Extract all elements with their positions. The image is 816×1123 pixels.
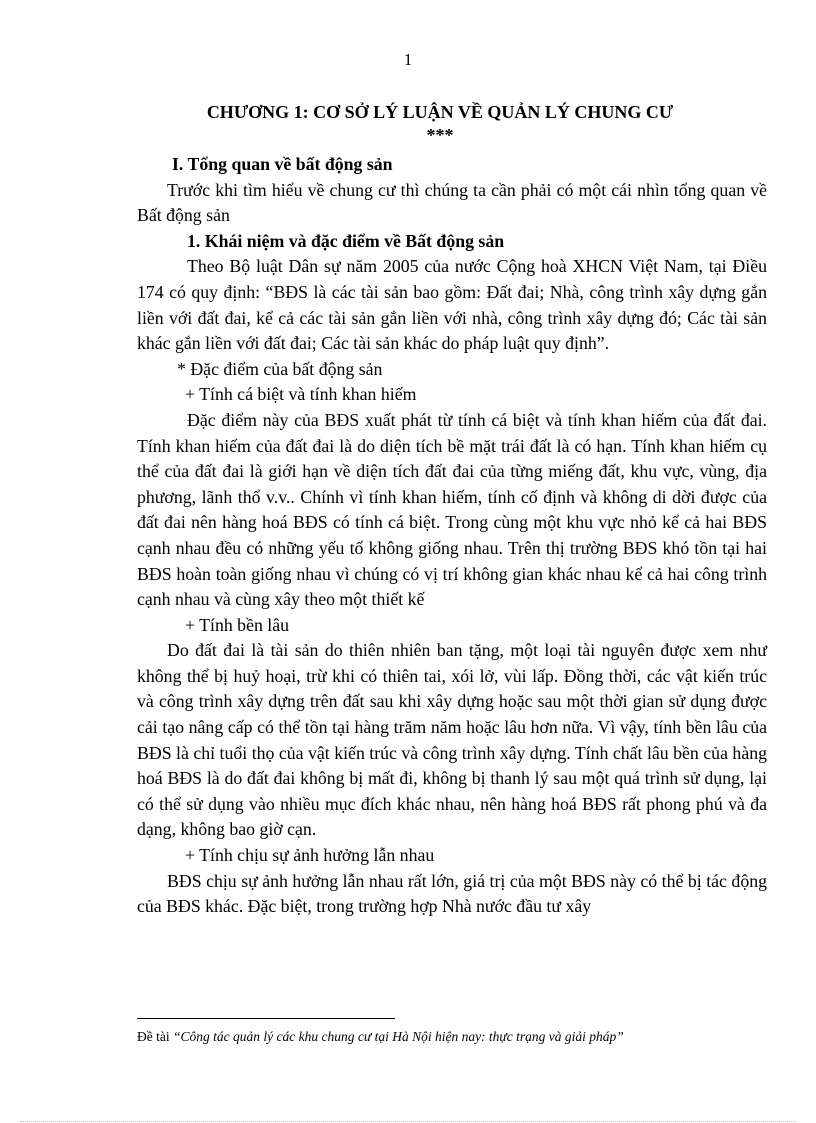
footnote-prefix: Đề tài xyxy=(137,1029,173,1044)
section-heading: I. Tổng quan về bất động sản xyxy=(172,154,393,174)
footnote-title: “Công tác quản lý các khu chung cư tại Hà Nội hiện nay: thực trạng và giải pháp” xyxy=(173,1029,624,1044)
chapter-title: CHƯƠNG 1: CƠ SỞ LÝ LUẬN VỀ QUẢN LÝ CHUNG CƯ xyxy=(206,102,674,122)
subsection-heading: 1. Khái niệm và đặc điểm về Bất động sản xyxy=(187,230,505,251)
document-body xyxy=(137,152,767,920)
footnote-divider xyxy=(137,1018,395,1019)
footnote xyxy=(137,1029,624,1045)
features-heading: * Đặc điểm của bất động sản xyxy=(177,358,383,379)
definition-paragraph: Theo Bộ luật Dân sự năm 2005 của nước Cộng hoà XHCN Việt Nam, tại Điều 174 có quy định: “BĐS là các tài sản bao gồm: Đất đai; Nhà, công trình xây dựng gắn liền với đất đai, kể cả các tài sản gắn liền với nhà, công trình xây dựng đó; Các tài sản khác gắn liền với đất đai; Các tài sản khác do pháp luật quy định”. xyxy=(137,256,767,354)
feature-title: + Tính bền lâu xyxy=(185,614,290,635)
page-border xyxy=(20,1121,796,1122)
chapter-separator: *** xyxy=(426,125,454,145)
feature-title: + Tính chịu sự ảnh hưởng lẫn nhau xyxy=(185,845,435,866)
feature-title: + Tính cá biệt và tính khan hiếm xyxy=(185,384,417,405)
page-number: 1 xyxy=(403,50,413,69)
feature-paragraph: BĐS chịu sự ảnh hưởng lẫn nhau rất lớn, giá trị của một BĐS này có thể bị tác động của BĐS khác. Đặc biệt, trong trường hợp Nhà nước đầu tư xây xyxy=(137,870,767,917)
intro-paragraph: Trước khi tìm hiểu về chung cư thì chúng ta cần phải có một cái nhìn tổng quan về Bất động sản xyxy=(137,179,767,226)
feature-paragraph: Đặc điểm này của BĐS xuất phát từ tính cá biệt và tính khan hiếm của đất đai. Tính khan hiếm của đất đai là do diện tích bề mặt trái đất là có hạn. Tính khan hiếm cụ thể của đất đai là giới hạn về diện tích đất đai của từng miếng đất, khu vực, vùng, địa phương, lãnh thổ v.v.. Chính vì tính khan hiếm, tính cố định và không di dời được của đất đai nên hàng hoá BĐS có tính cá biệt. Trong cùng một khu vực nhỏ kể cả hai BĐS cạnh nhau đều có những yếu tố không giống nhau. Trên thị trường BĐS khó tồn tại hai BĐS hoàn toàn giống nhau vì chúng có vị trí không gian khác nhau kể cả hai công trình cạnh nhau và cùng xây theo một thiết kế xyxy=(137,409,767,610)
feature-paragraph: Do đất đai là tài sản do thiên nhiên ban tặng, một loại tài nguyên được xem như không thể bị huỷ hoại, trừ khi có thiên tai, xói lở, vùi lấp. Đồng thời, các vật kiến trúc và công trình xây dựng trên đất sau khi xây dựng hoặc sau một thời gian sử dụng được cải tạo nâng cấp có thể tồn tại hàng trăm năm hoặc lâu hơn nữa. Vì vậy, tính bền lâu của BĐS là chỉ tuổi thọ của vật kiến trúc và công trình xây dựng. Tính chất lâu bền của hàng hoá BĐS là do đất đai không bị mất đi, không bị thanh lý sau một quá trình sử dụng, lại có thể sử dụng vào nhiều mục đích khác nhau, nên hàng hoá BĐS rất phong phú và đa dạng, không bao giờ cạn. xyxy=(137,640,767,840)
